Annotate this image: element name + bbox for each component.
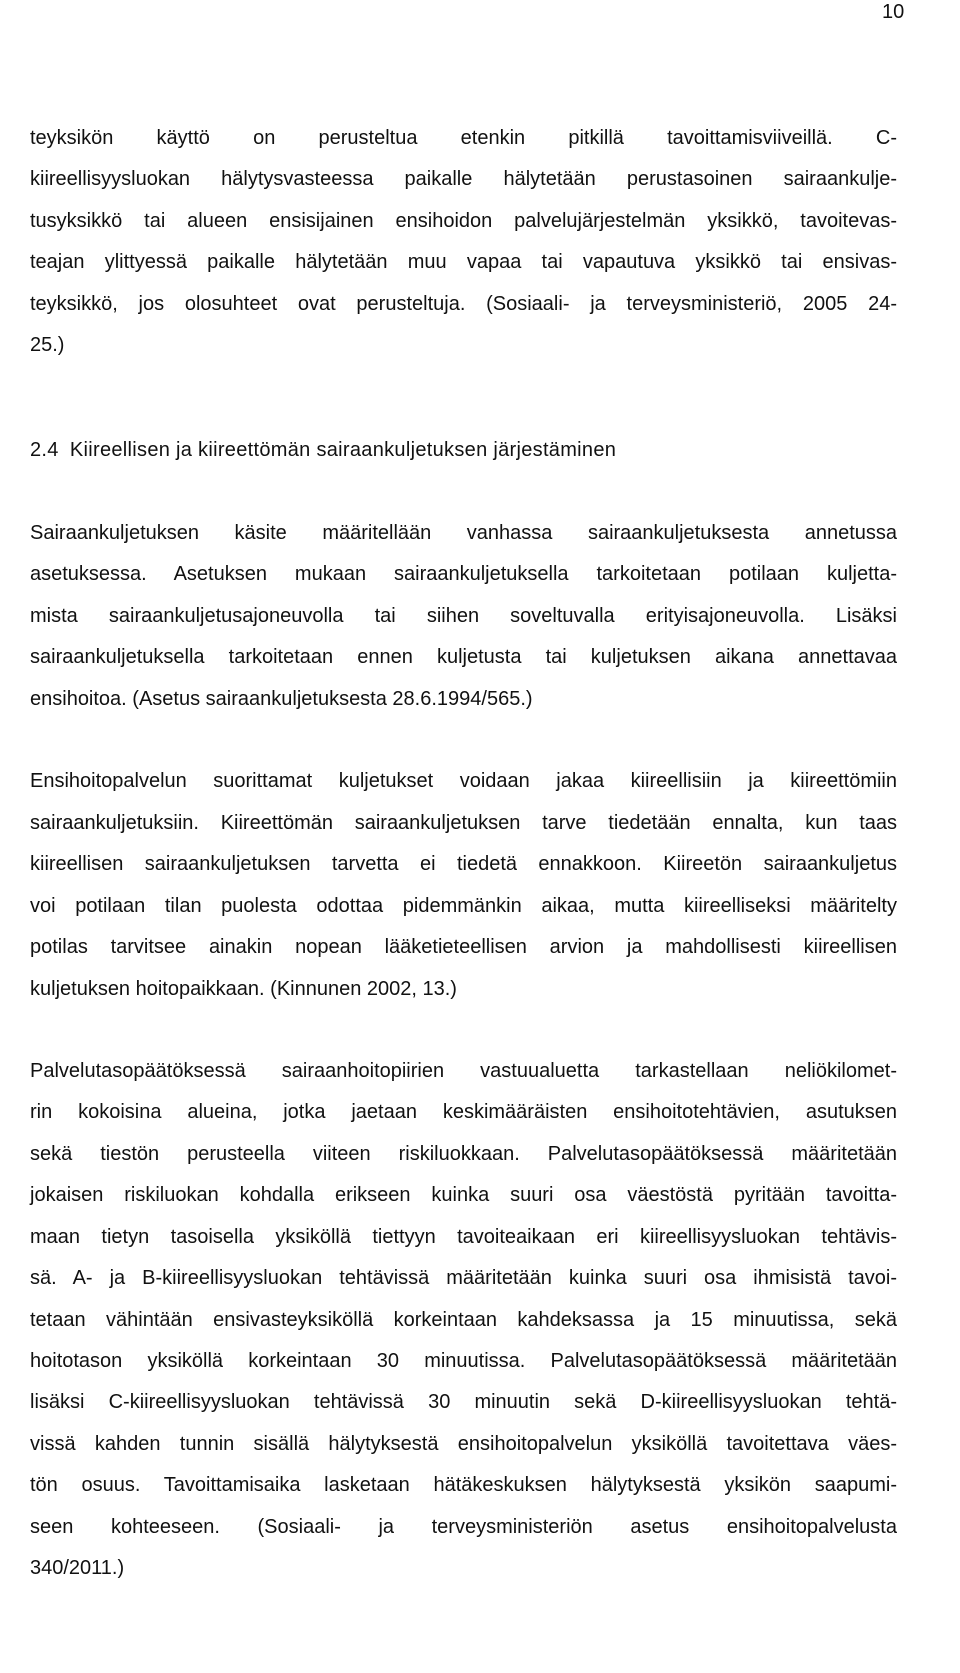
section-title: Kiireellisen ja kiireettömän sairaankuljetuksen järjestäminen xyxy=(69,439,617,461)
text-line: ensihoitoa. (Asetus sairaankuljetuksesta 28.6.1994/565.) xyxy=(30,688,533,710)
text-line: 25.) xyxy=(30,334,65,356)
text-line: seen kohteeseen. (Sosiaali- ja terveysministeriön asetus ensihoitopalvelusta xyxy=(30,1516,897,1538)
text-line: mista sairaankuljetusajoneuvolla tai siihen soveltuvalla erityisajoneuvolla. Lisäksi xyxy=(30,605,897,627)
text-line: rin kokoisina alueina, jotka jaetaan keskimääräisten ensihoitotehtävien, asutuksen xyxy=(30,1101,897,1123)
text-line: sairaankuljetuksella tarkoitetaan ennen kuljetusta tai kuljetuksen aikana annettavaa xyxy=(30,646,897,668)
text-line: 340/2011.) xyxy=(30,1557,125,1579)
text-line: vissä kahden tunnin sisällä hälytyksestä ensihoitopalvelun yksiköllä tavoitettava väes- xyxy=(30,1433,897,1455)
text-line: Palvelutasopäätöksessä sairaanhoitopiirien vastuualuetta tarkastellaan neliökilomet- xyxy=(30,1060,897,1082)
text-line: potilas tarvitsee ainakin nopean lääketieteellisen arvion ja mahdollisesti kiireellisen xyxy=(30,936,897,958)
section-heading xyxy=(30,438,616,462)
text-line: tetaan vähintään ensivasteyksiköllä korkeintaan kahdeksassa ja 15 minuutissa, sekä xyxy=(30,1309,897,1331)
text-line: Ensihoitopalvelun suorittamat kuljetukset voidaan jakaa kiireellisiin ja kiireettömiin xyxy=(30,770,897,792)
text-line: tusyksikkö tai alueen ensisijainen ensihoidon palvelujärjestelmän yksikkö, tavoitevas- xyxy=(30,210,897,232)
text-line: sairaankuljetuksiin. Kiireettömän sairaankuljetuksen tarve tiedetään ennalta, kun taas xyxy=(30,812,897,834)
page-number: 10 xyxy=(882,1,905,23)
text-line: kuljetuksen hoitopaikkaan. (Kinnunen 2002, 13.) xyxy=(30,978,457,1000)
text-line: lisäksi C-kiireellisyysluokan tehtävissä 30 minuutin sekä D-kiireellisyysluokan tehtä- xyxy=(30,1391,897,1413)
text-line: jokaisen riskiluokan kohdalla erikseen kuinka suuri osa väestöstä pyritään tavoitta- xyxy=(30,1184,897,1206)
text-line: kiireellisyysluokan hälytysvasteessa paikalle hälytetään perustasoinen sairaankulje- xyxy=(30,168,897,190)
text-line: asetuksessa. Asetuksen mukaan sairaankuljetuksella tarkoitetaan potilaan kuljetta- xyxy=(30,563,897,585)
text-line: teyksikön käyttö on perusteltua etenkin pitkillä tavoittamisviiveillä. C- xyxy=(30,127,897,149)
text-line: tön osuus. Tavoittamisaika lasketaan hätäkeskuksen hälytyksestä yksikön saapumi- xyxy=(30,1474,897,1496)
text-line: sä. A- ja B-kiireellisyysluokan tehtävissä määritetään kuinka suuri osa ihmisistä tavoi- xyxy=(30,1267,897,1289)
text-line: kiireellisen sairaankuljetuksen tarvetta ei tiedetä ennakkoon. Kiireetön sairaankuljetus xyxy=(30,853,897,875)
text-line: Sairaankuljetuksen käsite määritellään vanhassa sairaankuljetuksesta annetussa xyxy=(30,522,897,544)
text-line: voi potilaan tilan puolesta odottaa pidemmänkin aikaa, mutta kiireelliseksi määritelty xyxy=(30,895,897,917)
text-line: hoitotason yksiköllä korkeintaan 30 minuutissa. Palvelutasopäätöksessä määritetään xyxy=(30,1350,897,1372)
text-line: maan tietyn tasoisella yksiköllä tiettyyn tavoiteaikaan eri kiireellisyysluokan tehtävis- xyxy=(30,1226,897,1248)
section-number: 2.4 xyxy=(30,439,59,461)
text-line: sekä tiestön perusteella viiteen riskiluokkaan. Palvelutasopäätöksessä määritetään xyxy=(30,1143,897,1165)
text-line: teajan ylittyessä paikalle hälytetään muu vapaa tai vapautuva yksikkö tai ensivas- xyxy=(30,251,897,273)
text-line: teyksikkö, jos olosuhteet ovat perusteltuja. (Sosiaali- ja terveysministeriö, 2005 24- xyxy=(30,293,897,315)
